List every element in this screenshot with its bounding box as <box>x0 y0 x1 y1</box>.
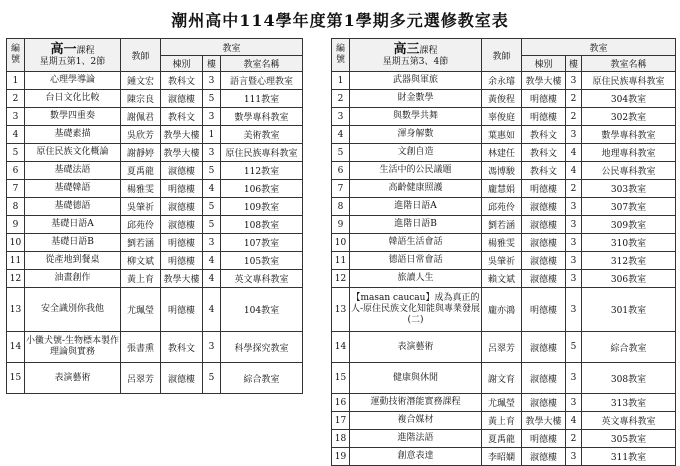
number-header: 編號 <box>332 39 350 72</box>
building-header: 棟別 <box>522 56 566 72</box>
room-name: 305教室 <box>582 430 676 448</box>
schedule-label: 星期五第1、2節 <box>39 56 106 67</box>
row-number: 13 <box>332 288 350 332</box>
row-number: 6 <box>332 162 350 180</box>
table-row <box>332 252 676 270</box>
teacher-name: 辜俊庭 <box>482 108 522 126</box>
floor-number: 3 <box>566 72 582 90</box>
building-name: 淑德樓 <box>522 234 566 252</box>
floor-number: 3 <box>566 198 582 216</box>
course-label: 課程 <box>76 45 95 56</box>
floor-number: 4 <box>203 288 221 332</box>
floor-number: 3 <box>566 216 582 234</box>
row-number: 10 <box>332 234 350 252</box>
building-name: 淑德樓 <box>522 363 566 394</box>
floor-number: 5 <box>203 90 221 108</box>
room-name-header: 教室名稱 <box>221 56 303 72</box>
floor-number: 3 <box>566 288 582 332</box>
room-name: 109教室 <box>221 198 303 216</box>
table-row <box>332 108 676 126</box>
room-name: 309教室 <box>582 216 676 234</box>
room-name: 313教室 <box>582 394 676 412</box>
table-row <box>332 270 676 288</box>
room-name: 語言暨心理教室 <box>221 72 303 90</box>
row-number: 12 <box>332 270 350 288</box>
teacher-name: 謝佩君 <box>121 108 161 126</box>
floor-header: 樓 <box>203 56 221 72</box>
table-row <box>332 72 676 90</box>
row-number: 16 <box>332 394 350 412</box>
floor-number: 5 <box>566 332 582 363</box>
row-number: 15 <box>332 363 350 394</box>
building-name: 教學大樓 <box>161 126 203 144</box>
course-name: 財金數學 <box>350 90 482 108</box>
floor-number: 5 <box>203 198 221 216</box>
course-name: 複合媒材 <box>350 412 482 430</box>
teacher-name: 呂翠芳 <box>482 332 522 363</box>
building-name: 教科文 <box>522 126 566 144</box>
building-name: 明德樓 <box>161 252 203 270</box>
course-name: 基礎日語B <box>25 234 121 252</box>
teacher-name: 邱苑伶 <box>121 216 161 234</box>
teacher-name: 馮博駿 <box>482 162 522 180</box>
table-row <box>332 234 676 252</box>
page-title: 潮州高中114學年度第1學期多元選修教室表 <box>171 11 509 30</box>
course-name: 表演藝術 <box>350 332 482 363</box>
row-number: 1 <box>332 72 350 90</box>
course-name: 基礎德語 <box>25 198 121 216</box>
table-row <box>332 412 676 430</box>
course-name: 安全識別你我他 <box>25 288 121 332</box>
floor-number: 4 <box>566 412 582 430</box>
floor-number: 3 <box>566 394 582 412</box>
row-number: 3 <box>7 108 25 126</box>
floor-number: 4 <box>566 144 582 162</box>
grade10-schedule-table <box>6 38 303 394</box>
table-row <box>7 72 303 90</box>
building-name: 淑德樓 <box>522 198 566 216</box>
floor-number: 4 <box>203 180 221 198</box>
course-name: 運動技術潛能實務課程 <box>350 394 482 412</box>
teacher-name: 賴文斌 <box>482 270 522 288</box>
floor-number: 3 <box>203 144 221 162</box>
floor-number: 3 <box>566 363 582 394</box>
table-row <box>7 90 303 108</box>
course-name: 韓語生活會話 <box>350 234 482 252</box>
table-row <box>7 180 303 198</box>
course-name: 文創自造 <box>350 144 482 162</box>
teacher-name: 邱苑伶 <box>482 198 522 216</box>
course-name: 旅讀人生 <box>350 270 482 288</box>
building-name: 教科文 <box>161 72 203 90</box>
building-header: 棟別 <box>161 56 203 72</box>
course-name: 進階日語A <box>350 198 482 216</box>
row-number: 15 <box>7 363 25 394</box>
schedule-label: 星期五第3、4節 <box>382 56 449 67</box>
building-name: 明德樓 <box>522 288 566 332</box>
room-name: 科學探究教室 <box>221 332 303 363</box>
room-name: 美術教室 <box>221 126 303 144</box>
teacher-name: 楊雅雯 <box>121 180 161 198</box>
course-name: 表演藝術 <box>25 363 121 394</box>
teacher-name: 劉若涵 <box>121 234 161 252</box>
floor-number: 3 <box>203 234 221 252</box>
room-name: 306教室 <box>582 270 676 288</box>
row-number: 9 <box>7 216 25 234</box>
table-row <box>332 180 676 198</box>
teacher-name: 葉惠如 <box>482 126 522 144</box>
room-name: 原住民族專科教室 <box>582 72 676 90</box>
floor-number: 1 <box>203 126 221 144</box>
grade-label: 高一 <box>50 41 77 57</box>
floor-number: 4 <box>203 270 221 288</box>
building-name: 淑德樓 <box>161 216 203 234</box>
floor-number: 3 <box>203 72 221 90</box>
floor-number: 4 <box>203 252 221 270</box>
course-name: 台日文化比較 <box>25 90 121 108</box>
building-name: 教科文 <box>161 332 203 363</box>
table-row <box>332 198 676 216</box>
course-name: 健康與休閒 <box>350 363 482 394</box>
teacher-name: 龐慧娟 <box>482 180 522 198</box>
row-number: 4 <box>7 126 25 144</box>
teacher-name: 吳肇祈 <box>482 252 522 270</box>
table-row <box>332 144 676 162</box>
table-row <box>332 430 676 448</box>
table-row <box>332 332 676 363</box>
row-number: 7 <box>332 180 350 198</box>
row-number: 11 <box>332 252 350 270</box>
table-row <box>7 198 303 216</box>
building-name: 淑德樓 <box>161 162 203 180</box>
course-name: 基礎日語A <box>25 216 121 234</box>
row-number: 8 <box>332 198 350 216</box>
table-row <box>7 126 303 144</box>
table-row <box>7 234 303 252</box>
building-name: 淑德樓 <box>161 198 203 216</box>
building-name: 明德樓 <box>522 180 566 198</box>
teacher-name: 柳文斌 <box>121 252 161 270</box>
building-name: 明德樓 <box>161 288 203 332</box>
building-name: 教學大樓 <box>522 72 566 90</box>
teacher-name: 李昭嫻 <box>482 448 522 466</box>
row-number: 14 <box>332 332 350 363</box>
floor-number: 5 <box>203 216 221 234</box>
room-name: 107教室 <box>221 234 303 252</box>
room-name-header: 教室名稱 <box>582 56 676 72</box>
course-name: 原住民族文化概論 <box>25 144 121 162</box>
table-row <box>332 216 676 234</box>
row-number: 5 <box>7 144 25 162</box>
teacher-name: 吳肇祈 <box>121 198 161 216</box>
row-number: 12 <box>7 270 25 288</box>
floor-number: 2 <box>566 180 582 198</box>
floor-number: 5 <box>203 363 221 394</box>
course-name: 基礎素描 <box>25 126 121 144</box>
course-name: 生活中的公民議題 <box>350 162 482 180</box>
floor-number: 4 <box>566 162 582 180</box>
room-name: 301教室 <box>582 288 676 332</box>
row-number: 8 <box>7 198 25 216</box>
course-name: 德語日常會話 <box>350 252 482 270</box>
row-number: 2 <box>7 90 25 108</box>
course-header <box>25 39 121 72</box>
room-name: 303教室 <box>582 180 676 198</box>
room-name: 公民專科教室 <box>582 162 676 180</box>
course-name: 基礎法語 <box>25 162 121 180</box>
table-row <box>7 288 303 332</box>
course-name: 高齡健康照護 <box>350 180 482 198</box>
table-row <box>332 288 676 332</box>
teacher-name: 林建任 <box>482 144 522 162</box>
table-row <box>332 162 676 180</box>
floor-number: 2 <box>566 430 582 448</box>
row-number: 14 <box>7 332 25 363</box>
teacher-name: 黃上育 <box>121 270 161 288</box>
row-number: 17 <box>332 412 350 430</box>
table-row <box>7 108 303 126</box>
row-number: 18 <box>332 430 350 448</box>
row-number: 11 <box>7 252 25 270</box>
course-name: 武器與軍旅 <box>350 72 482 90</box>
teacher-name: 鍾文宏 <box>121 72 161 90</box>
row-number: 19 <box>332 448 350 466</box>
building-name: 淑德樓 <box>522 252 566 270</box>
building-name: 淑德樓 <box>522 394 566 412</box>
room-name: 307教室 <box>582 198 676 216</box>
floor-number: 5 <box>203 162 221 180</box>
floor-header: 樓 <box>566 56 582 72</box>
teacher-name: 吳欣芳 <box>121 126 161 144</box>
room-name: 英文專科教室 <box>221 270 303 288</box>
row-number: 1 <box>7 72 25 90</box>
row-number: 5 <box>332 144 350 162</box>
room-name: 原住民族專科教室 <box>221 144 303 162</box>
room-name: 112教室 <box>221 162 303 180</box>
row-number: 7 <box>7 180 25 198</box>
teacher-name: 張書熏 <box>121 332 161 363</box>
course-name: 進階日語B <box>350 216 482 234</box>
floor-number: 3 <box>566 126 582 144</box>
grade12-schedule-table <box>331 38 676 466</box>
room-name: 312教室 <box>582 252 676 270</box>
teacher-header: 教師 <box>121 39 161 72</box>
floor-number: 2 <box>566 108 582 126</box>
floor-number: 3 <box>566 234 582 252</box>
teacher-name: 余永璿 <box>482 72 522 90</box>
building-name: 明德樓 <box>161 234 203 252</box>
course-name: 小黴犬號-生物標本製作理論與實務 <box>25 332 121 363</box>
row-number: 13 <box>7 288 25 332</box>
table-row <box>7 144 303 162</box>
table-row <box>7 162 303 180</box>
room-name: 數學專科教室 <box>582 126 676 144</box>
table-row <box>7 252 303 270</box>
course-name: 與數學共舞 <box>350 108 482 126</box>
course-name: 油畫創作 <box>25 270 121 288</box>
floor-number: 3 <box>566 252 582 270</box>
teacher-name: 尤珮瑩 <box>121 288 161 332</box>
room-name: 108教室 <box>221 216 303 234</box>
floor-number: 3 <box>203 332 221 363</box>
table-row <box>332 363 676 394</box>
teacher-name: 龐亦鴻 <box>482 288 522 332</box>
course-name: 從產地到餐桌 <box>25 252 121 270</box>
room-name: 綜合教室 <box>582 332 676 363</box>
building-name: 教科文 <box>522 162 566 180</box>
building-name: 明德樓 <box>522 430 566 448</box>
table-row <box>332 448 676 466</box>
building-name: 明德樓 <box>522 108 566 126</box>
room-name: 111教室 <box>221 90 303 108</box>
table-row <box>7 363 303 394</box>
row-number: 10 <box>7 234 25 252</box>
teacher-name: 夏禹龍 <box>482 430 522 448</box>
building-name: 淑德樓 <box>161 363 203 394</box>
building-name: 明德樓 <box>522 90 566 108</box>
floor-number: 3 <box>566 448 582 466</box>
teacher-name: 楊雅雯 <box>482 234 522 252</box>
course-name: 進階法語 <box>350 430 482 448</box>
teacher-name: 劉若涵 <box>482 216 522 234</box>
teacher-name: 謝文育 <box>482 363 522 394</box>
room-name: 105教室 <box>221 252 303 270</box>
room-name: 綜合教室 <box>221 363 303 394</box>
table-row <box>7 270 303 288</box>
table-row <box>332 90 676 108</box>
floor-number: 3 <box>566 270 582 288</box>
room-name: 310教室 <box>582 234 676 252</box>
room-name: 106教室 <box>221 180 303 198</box>
teacher-name: 尤珮瑩 <box>482 394 522 412</box>
row-number: 2 <box>332 90 350 108</box>
room-name: 304教室 <box>582 90 676 108</box>
building-name: 淑德樓 <box>161 90 203 108</box>
teacher-header: 教師 <box>482 39 522 72</box>
room-name: 104教室 <box>221 288 303 332</box>
teacher-name: 謝靜婷 <box>121 144 161 162</box>
row-number: 4 <box>332 126 350 144</box>
row-number: 6 <box>7 162 25 180</box>
building-name: 淑德樓 <box>522 216 566 234</box>
room-name: 英文專科教室 <box>582 412 676 430</box>
course-name: 創意表達 <box>350 448 482 466</box>
room-name: 311教室 <box>582 448 676 466</box>
teacher-name: 呂翠芳 <box>121 363 161 394</box>
building-name: 教科文 <box>522 144 566 162</box>
classroom-header: 教室 <box>161 39 303 56</box>
room-name: 308教室 <box>582 363 676 394</box>
table-row <box>332 394 676 412</box>
teacher-name: 夏禹龍 <box>121 162 161 180</box>
course-name: 渾身解數 <box>350 126 482 144</box>
floor-number: 2 <box>566 90 582 108</box>
table-row <box>7 216 303 234</box>
building-name: 教科文 <box>161 108 203 126</box>
number-header: 編號 <box>7 39 25 72</box>
room-name: 數學專科教室 <box>221 108 303 126</box>
building-name: 教學大樓 <box>161 144 203 162</box>
course-label: 課程 <box>419 45 438 56</box>
course-header <box>350 39 482 72</box>
course-name: 心理學導論 <box>25 72 121 90</box>
building-name: 淑德樓 <box>522 448 566 466</box>
teacher-name: 陳宗良 <box>121 90 161 108</box>
classroom-header: 教室 <box>522 39 676 56</box>
course-name: 基礎韓語 <box>25 180 121 198</box>
building-name: 淑德樓 <box>522 270 566 288</box>
table-row <box>7 332 303 363</box>
course-name: 【masan caucau】成為真正的人-原住民族文化知能與專業發展(二) <box>350 288 482 332</box>
row-number: 3 <box>332 108 350 126</box>
grade-label: 高三 <box>393 41 420 57</box>
building-name: 明德樓 <box>161 180 203 198</box>
teacher-name: 黃俊程 <box>482 90 522 108</box>
floor-number: 3 <box>203 108 221 126</box>
building-name: 教學大樓 <box>161 270 203 288</box>
building-name: 教學大樓 <box>522 412 566 430</box>
teacher-name: 黃上育 <box>482 412 522 430</box>
room-name: 地理專科教室 <box>582 144 676 162</box>
table-row <box>332 126 676 144</box>
building-name: 淑德樓 <box>522 332 566 363</box>
room-name: 302教室 <box>582 108 676 126</box>
row-number: 9 <box>332 216 350 234</box>
course-name: 數學四重奏 <box>25 108 121 126</box>
